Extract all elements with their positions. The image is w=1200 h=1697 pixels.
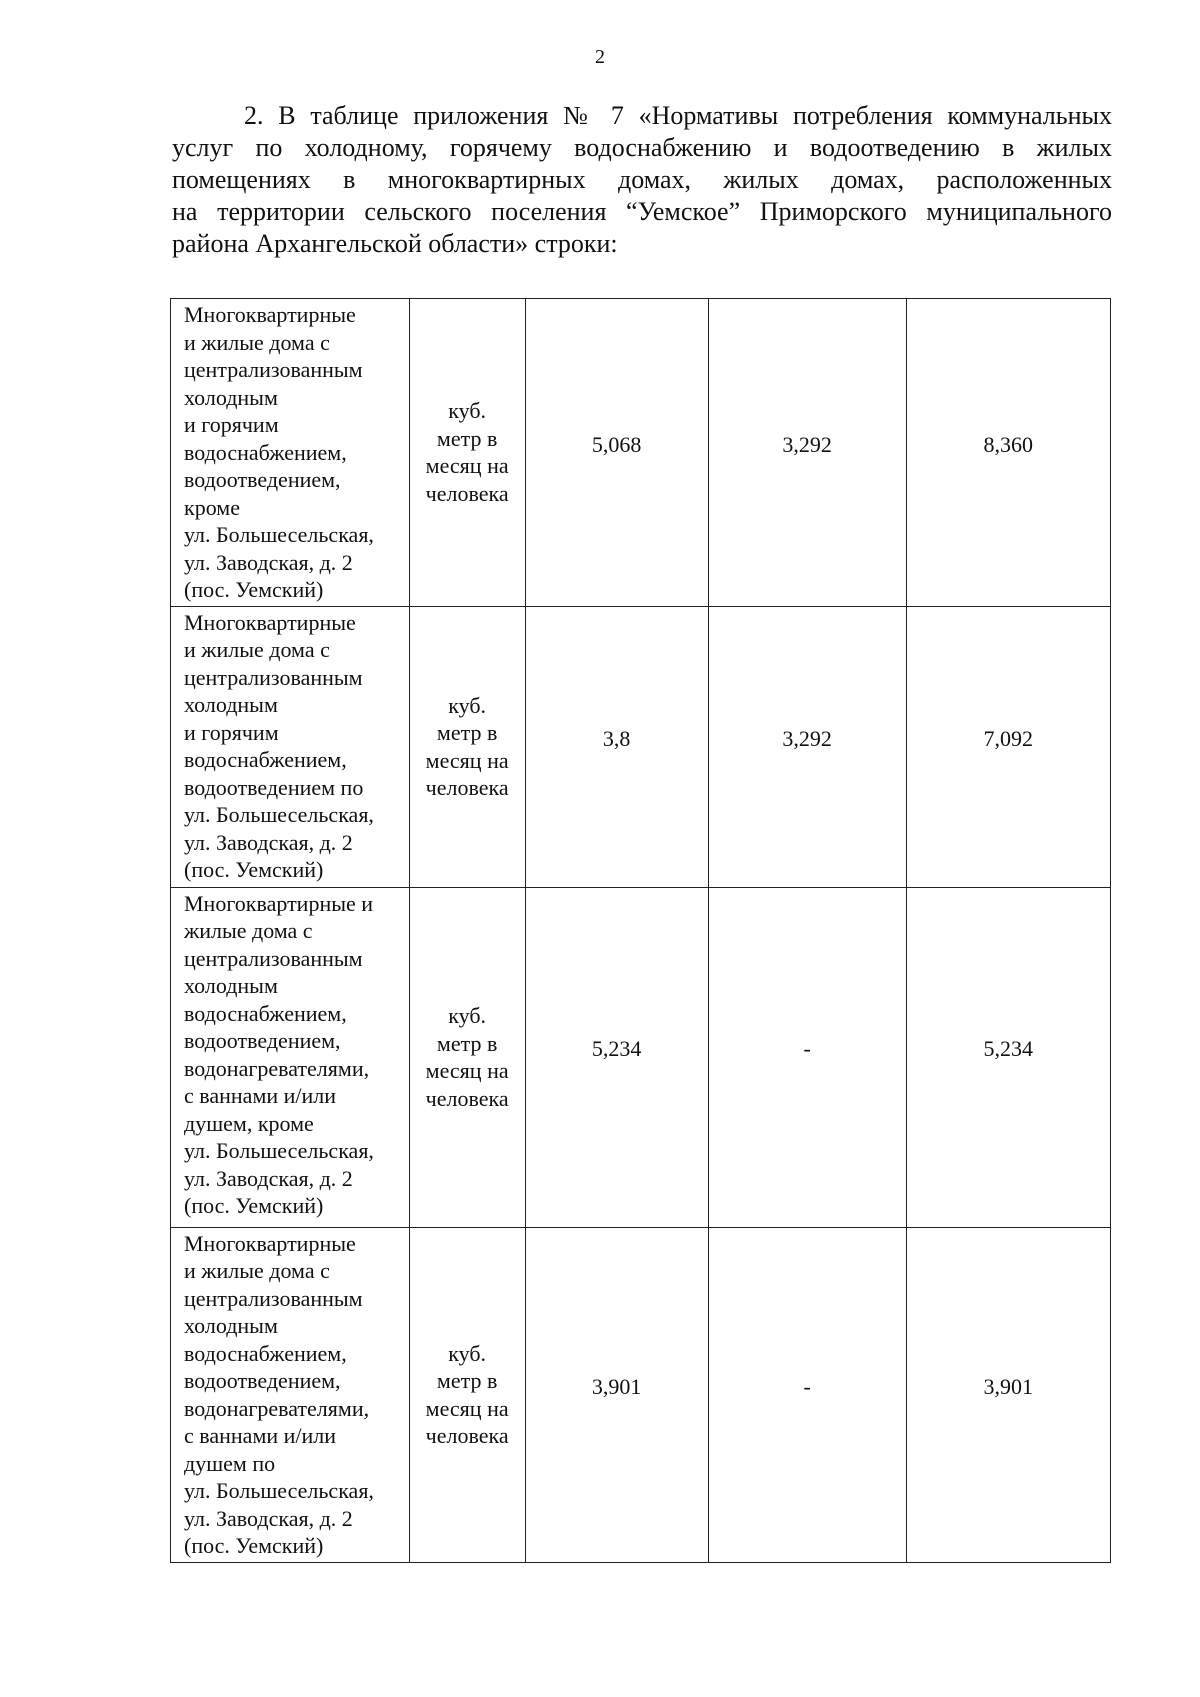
unit-cell: куб. метр в месяц на человека — [409, 606, 525, 887]
housing-type-cell: Многоквартирные и жилые дома с централизованным холодным водоснабжением, водоотведением, водонагревателями, с ваннами и/или душем по ул. Большесельская, ул. Заводская, д. 2 (пос. Уемский) — [171, 1227, 410, 1562]
unit-cell: куб. метр в месяц на человека — [409, 1227, 525, 1562]
intro-line: на территории сельского поселения “Уемское” Приморского муниципального — [172, 197, 1112, 226]
norm-value-3: 3,901 — [983, 1373, 1033, 1399]
norm-value-1-cell — [525, 887, 708, 1227]
norm-value-1: 5,068 — [591, 431, 642, 457]
unit-cell: куб. метр в месяц на человека — [409, 887, 525, 1227]
intro-line: района Архангельской области» строки: — [172, 229, 618, 258]
norm-value-2: - — [803, 1373, 811, 1399]
norm-value-1-cell — [525, 299, 708, 607]
norm-value-1-cell — [525, 606, 708, 887]
norm-value-1: 3,901 — [591, 1373, 642, 1399]
norm-value-1: 3,8 — [602, 725, 631, 751]
intro-line: услуг по холодному, горячему водоснабжению и водоотведению в жилых — [172, 133, 1112, 162]
housing-type-cell: Многоквартирные и жилые дома с централизованным холодным водоснабжением, водоотведением, водонагревателями, с ваннами и/или душем, кроме ул. Большесельская, ул. Заводская, д. 2 (пос. Уемский) — [171, 887, 410, 1227]
unit-cell: куб. метр в месяц на человека — [409, 299, 525, 607]
norm-value-3-cell — [906, 606, 1111, 887]
table-row — [171, 887, 1111, 1227]
norm-value-3-cell — [906, 1227, 1111, 1562]
norm-value-2: 3,292 — [782, 431, 832, 457]
norm-value-3-cell — [906, 887, 1111, 1227]
norm-value-2: - — [803, 1036, 811, 1062]
norm-value-3: 7,092 — [983, 725, 1033, 751]
table-row — [171, 1227, 1111, 1562]
norm-value-2-cell — [708, 1227, 906, 1562]
housing-type-cell: Многоквартирные и жилые дома с централизованным холодным и горячим водоснабжением, водоотведением, кроме ул. Большесельская, ул. Заводская, д. 2 (пос. Уемский) — [171, 299, 410, 607]
table-row — [171, 606, 1111, 887]
norms-table — [170, 298, 1111, 1563]
intro-line: 2. В таблице приложения № 7 «Нормативы потребления коммунальных — [244, 101, 1112, 130]
norm-value-2-cell — [708, 299, 906, 607]
norm-value-2: 3,292 — [782, 725, 832, 751]
page-number: 2 — [595, 46, 605, 68]
norm-value-3: 5,234 — [983, 1036, 1033, 1062]
norm-value-1-cell — [525, 1227, 708, 1562]
norm-value-3: 8,360 — [983, 431, 1033, 457]
norm-value-2-cell — [708, 606, 906, 887]
norm-value-2-cell — [708, 887, 906, 1227]
intro-paragraph — [172, 100, 1112, 260]
norm-value-1: 5,234 — [591, 1036, 642, 1062]
intro-line: помещениях в многоквартирных домах, жилых домах, расположенных — [172, 165, 1112, 194]
norm-value-3-cell — [906, 299, 1111, 607]
table-row — [171, 299, 1111, 607]
housing-type-cell: Многоквартирные и жилые дома с централизованным холодным и горячим водоснабжением, водоотведением по ул. Большесельская, ул. Заводская, д. 2 (пос. Уемский) — [171, 606, 410, 887]
